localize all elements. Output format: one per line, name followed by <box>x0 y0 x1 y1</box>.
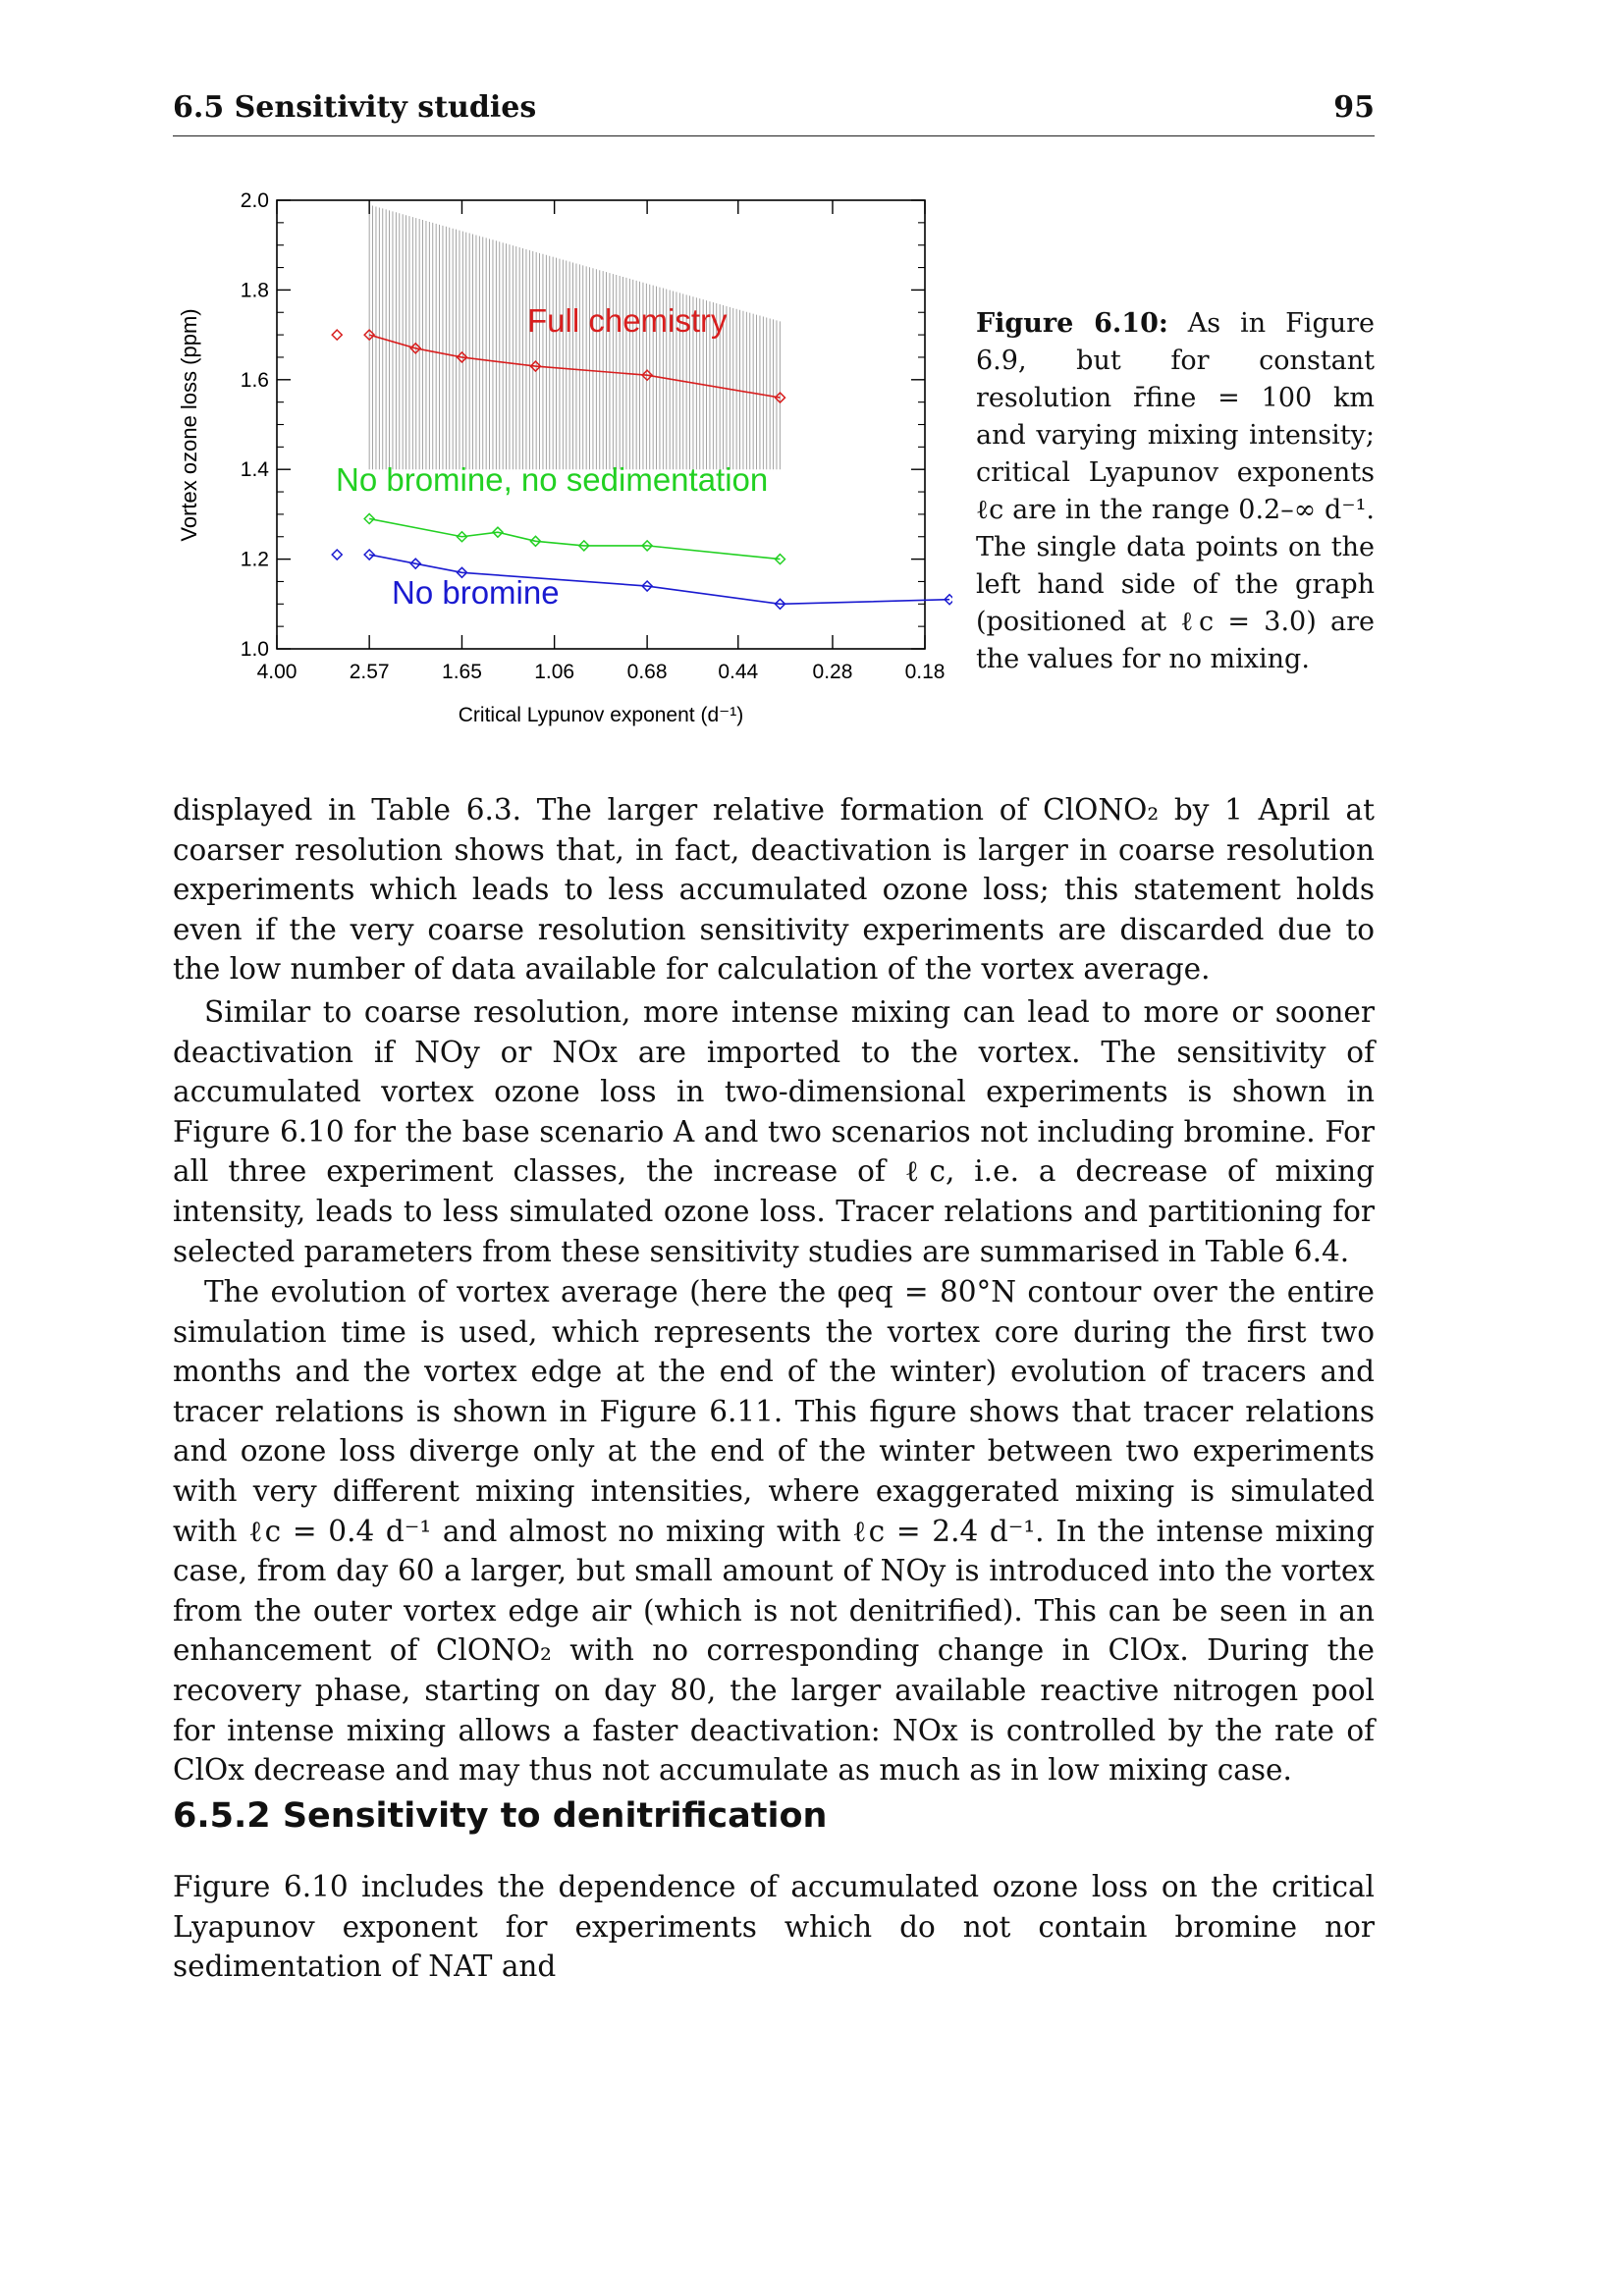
running-section-title: 6.5 Sensitivity studies <box>173 90 537 125</box>
body-paragraph-3: The evolution of vortex average (here the φeq = 80°N contour over the entire simulation time is used, which represents the vortex core during the first two months and the vortex edge at the end of the winter) evolution of tracers and tracer relations is shown in Figure 6.11. This figure shows that tracer relations and ozone loss diverge only at the end of the winter between two experiments with very different mixing intensities, where exaggerated mixing is simulated with ℓc = 0.4 d⁻¹ and almost no mixing with ℓc = 2.4 d⁻¹. In the intense mixing case, from day 60 a larger, but small amount of NOy is introduced into the vortex from the outer vortex edge air (which is not denitrified). This can be seen in an enhancement of ClONO₂ with no corresponding change in ClOx. During the recovery phase, starting on day 80, the larger available reactive nitrogen pool for intense mixing allows a faster deactivation: NOx is controlled by the rate of ClOx decrease and may thus not accumulate as much as in low mixing case. <box>173 1275 1375 1788</box>
body-paragraph-4: Figure 6.10 includes the dependence of accumulated ozone loss on the critical Lyapunov exponent for experiments which do not contain bromine nor sedimentation of NAT and <box>173 1870 1375 1984</box>
page-number: 95 <box>1333 90 1375 125</box>
figure-caption <box>976 305 1375 678</box>
figure-label: Figure 6.10: <box>976 308 1168 339</box>
y-tick-label: 1.6 <box>240 368 269 392</box>
body-paragraph-2: Similar to coarse resolution, more intense mixing can lead to more or sooner deactivation if NOy or NOx are imported to the vortex. The sensitivity of accumulated vortex ozone loss in two-dimensional experiments is shown in Figure 6.10 for the base scenario A and two scenarios not including bromine. For all three experiment classes, the increase of ℓc, i.e. a decrease of mixing intensity, leads to less simulated ozone loss. Tracer relations and partitioning for selected parameters from these sensitivity studies are summarised in Table 6.4. <box>173 995 1375 1268</box>
y-tick-label: 1.4 <box>240 458 269 482</box>
series-line-full-chemistry <box>369 335 780 398</box>
ozone-loss-chart <box>167 187 952 746</box>
x-tick-label: 1.65 <box>442 661 482 683</box>
x-tick-label: 0.44 <box>718 661 759 683</box>
series-label-no-bromine: No bromine <box>392 574 560 611</box>
plot-frame <box>277 200 925 649</box>
y-axis-label: Vortex ozone loss (ppm) <box>177 308 201 542</box>
x-tick-label: 0.68 <box>626 661 668 683</box>
x-axis-ticks <box>257 200 946 683</box>
series-label-full-chemistry: Full chemistry <box>527 302 728 339</box>
x-tick-label: 0.18 <box>904 661 946 683</box>
y-tick-label: 1.0 <box>240 638 269 661</box>
series-line-no-bromine-no-sedimentation <box>369 518 780 559</box>
no-mixing-point-no-bromine <box>332 550 342 560</box>
no-mixing-point-full-chemistry <box>332 330 342 340</box>
figure-caption-text: As in Figure 6.9, but for constant resolution r̄fine = 100 km and varying mixing intensity; critical Lyapunov exponents ℓc are in the range 0.2–∞ d⁻¹. The single data points on the left hand side of the graph (positioned at ℓc = 3.0) are the values for no mixing. <box>976 308 1375 674</box>
x-tick-label: 4.00 <box>256 661 298 683</box>
x-tick-label: 0.28 <box>812 661 853 683</box>
page-header <box>173 90 1375 136</box>
x-tick-label: 2.57 <box>349 661 390 683</box>
section-heading: 6.5.2 Sensitivity to denitrification <box>173 1796 828 1836</box>
y-tick-label: 2.0 <box>240 189 269 212</box>
x-tick-label: 1.06 <box>534 661 575 683</box>
x-axis-label: Critical Lypunov exponent (d⁻¹) <box>458 704 744 726</box>
y-tick-label: 1.8 <box>240 279 269 302</box>
y-tick-label: 1.2 <box>240 548 269 571</box>
series-label-no-bromine-no-sedimentation: No bromine, no sedimentation <box>336 461 769 498</box>
body-paragraph-1: displayed in Table 6.3. The larger relative formation of ClONO₂ by 1 April at coarser resolution shows that, in fact, deactivation is larger in coarse resolution experiments which leads to less accumulated ozone loss; this statement holds even if the very coarse resolution sensitivity experiments are discarded due to the low number of data available for calculation of the vortex average. <box>173 793 1375 987</box>
